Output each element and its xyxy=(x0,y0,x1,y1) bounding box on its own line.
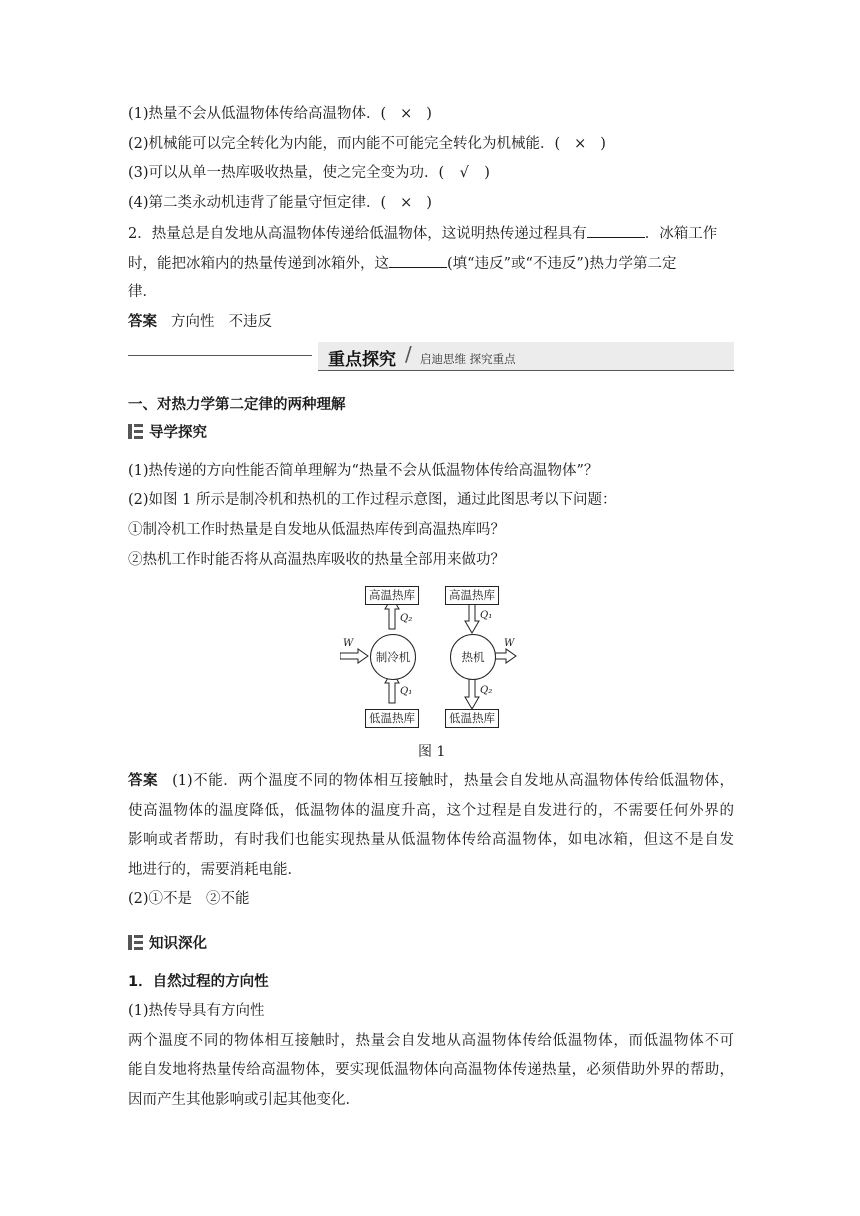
banner-left-rule xyxy=(128,355,312,356)
label-q1-left: Q₁ xyxy=(400,686,413,697)
label-w-right: W xyxy=(504,638,515,649)
refrigerator-node: 制冷机 xyxy=(370,634,416,680)
answer-line-1: 答案 (1)不能．两个温度不同的物体相互接触时，热量会自发地从高温物体传给低温物体， xyxy=(128,773,734,789)
fill-blank xyxy=(389,253,447,268)
judge-mark: × xyxy=(400,106,413,122)
banner-title: 重点探究 xyxy=(328,350,396,370)
judge-item-3: (3)可以从单一热库吸收热量，使之完全变为功．( √ ) xyxy=(128,165,490,181)
label-q1-right: Q₁ xyxy=(480,610,493,621)
answer-label: 答案 xyxy=(128,773,159,789)
knowledge-heading: 1．自然过程的方向性 xyxy=(128,974,269,990)
banner-subtitle: 启迪思维 探究重点 xyxy=(420,352,516,366)
hot-reservoir-left: 高温热库 xyxy=(365,586,419,605)
cold-reservoir-left: 低温热库 xyxy=(365,709,419,728)
answer-line-2: 使高温物体的温度降低，低温物体的温度升高，这个过程是自发进行的，不需要任何外界的 xyxy=(128,803,734,819)
list-icon xyxy=(128,935,143,950)
label-w-left: W xyxy=(343,638,354,649)
fill-question-line-2: 时，能把冰箱内的热量传递到冰箱外，这 (填“违反”或“不违反”)热力学第二定 xyxy=(128,253,676,274)
section-heading: 一、对热力学第二定律的两种理解 xyxy=(128,397,346,413)
tag-knowledge-deepening: 知识深化 xyxy=(128,933,207,951)
inquiry-question-2b: ②热机工作时能否将从高温热库吸收的热量全部用来做功？ xyxy=(128,552,505,568)
fill-answer: 答案 方向性 不违反 xyxy=(128,314,272,330)
judge-item-1: (1)热量不会从低温物体传给高温物体．( × ) xyxy=(128,106,432,122)
judge-item-4: (4)第二类永动机违背了能量守恒定律．( × ) xyxy=(128,195,432,211)
judge-mark: × xyxy=(400,195,413,211)
judge-mark: √ xyxy=(459,165,469,181)
banner-bottom-rule xyxy=(318,370,734,371)
answer-label: 答案 xyxy=(128,314,157,330)
inquiry-question-2a: ①制冷机工作时热量是自发地从低温热库传到高温热库吗？ xyxy=(128,522,505,538)
inquiry-question-2: (2)如图 1 所示是制冷机和热机的工作过程示意图，通过此图思考以下问题： xyxy=(128,492,617,508)
fill-blank xyxy=(587,223,645,238)
knowledge-subheading: (1)热传导具有方向性 xyxy=(128,1003,265,1019)
knowledge-line-1: 两个温度不同的物体相互接触时，热量会自发地从高温物体传给低温物体，而低温物体不可 xyxy=(128,1033,734,1049)
answer-line-4: 地进行的，需要消耗电能． xyxy=(128,862,302,878)
tag-guided-inquiry: 导学探究 xyxy=(128,422,207,440)
figure-caption: 图 1 xyxy=(418,744,446,760)
knowledge-line-3: 因而产生其他影响或引起其他变化． xyxy=(128,1092,360,1108)
label-q2-right: Q₂ xyxy=(480,685,493,696)
answer-line-3: 影响或者帮助，有时我们也能实现热量从低温物体传给高温物体，如电冰箱，但这不是自发 xyxy=(128,832,734,848)
hot-reservoir-right: 高温热库 xyxy=(445,586,499,605)
fill-question-line-3: 律． xyxy=(128,284,157,300)
answer-line-5: (2)①不是 ②不能 xyxy=(128,891,250,907)
inquiry-question-1: (1)热传递的方向性能否简单理解为“热量不会从低温物体传给高温物体”？ xyxy=(128,463,599,479)
judge-item-2: (2)机械能可以完全转化为内能，而内能不可能完全转化为机械能．( × ) xyxy=(128,136,606,152)
fill-question-line-1: 2．热量总是自发地从高温物体传递给低温物体，这说明热传递过程具有 ．冰箱工作 xyxy=(128,223,717,244)
judge-mark: × xyxy=(574,136,587,152)
label-q2-left: Q₂ xyxy=(400,613,413,624)
banner-slash: / xyxy=(405,342,412,366)
heat-engine-diagram xyxy=(340,585,530,730)
list-icon xyxy=(128,424,143,439)
heat-engine-node: 热机 xyxy=(450,634,496,680)
knowledge-line-2: 能自发地将热量传给高温物体，要实现低温物体向高温物体传递热量，必须借助外界的帮助， xyxy=(128,1062,734,1078)
cold-reservoir-right: 低温热库 xyxy=(445,709,499,728)
